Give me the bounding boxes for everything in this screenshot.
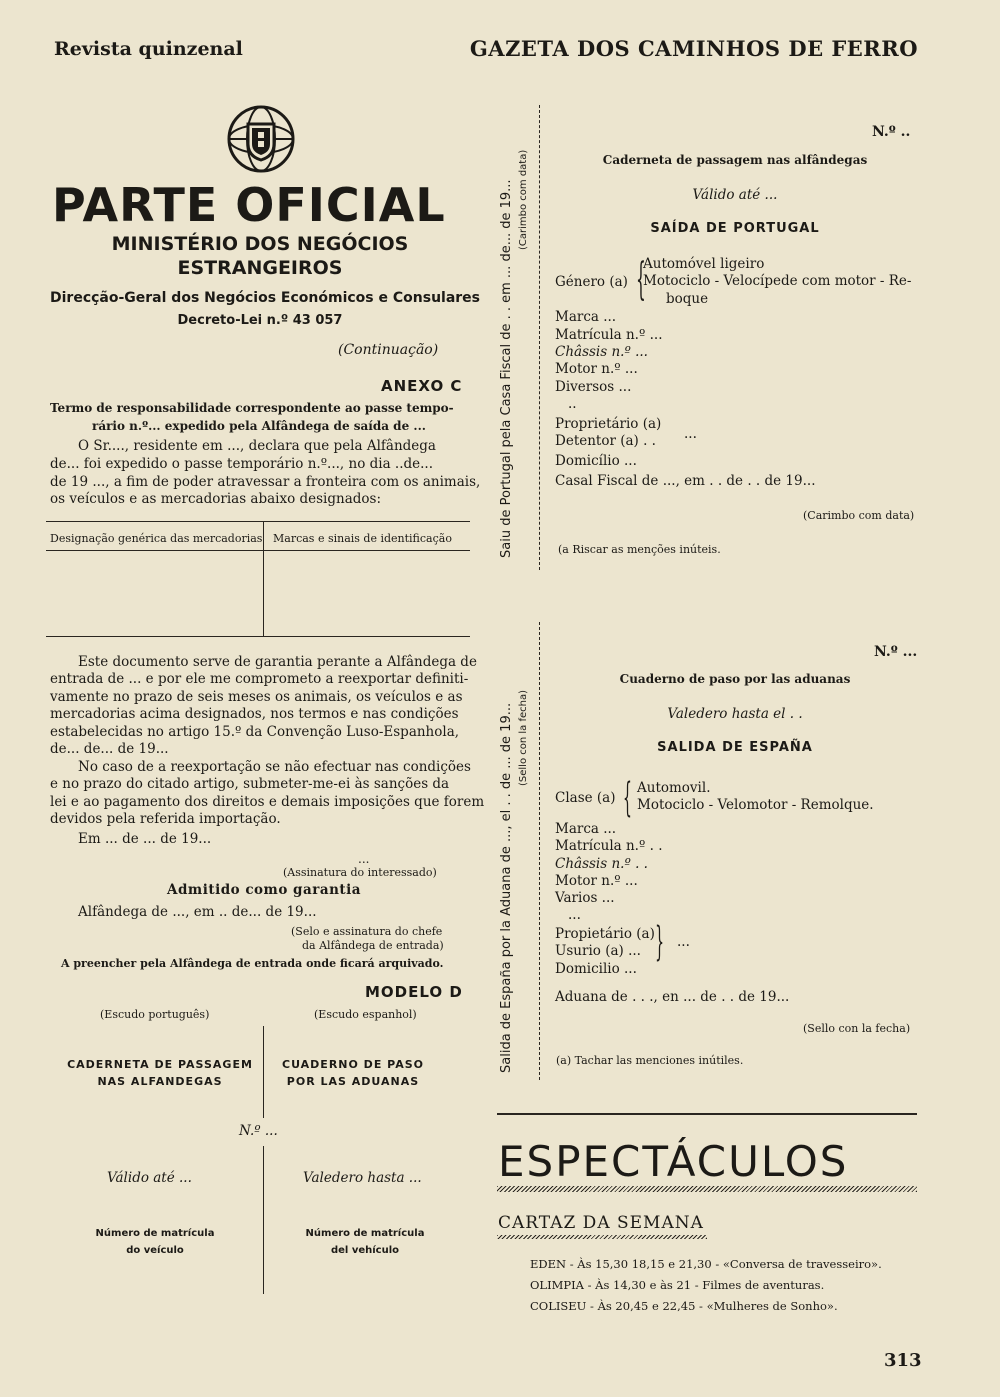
pt-motor: Motor n.º ... xyxy=(555,361,638,377)
pt-form-exit: SAÍDA DE PORTUGAL xyxy=(650,221,820,236)
term-title-1: Termo de responsabilidade correspondente ao passe tempo- xyxy=(50,401,454,415)
show-item xyxy=(530,1278,824,1292)
intro-1: O Sr...., residente em ..., declara que pela Alfândega xyxy=(78,438,436,454)
plate-pt-1: Número de matrícula xyxy=(95,1228,215,1239)
es-dots: ... xyxy=(568,907,581,923)
es-form-title: Cuaderno de paso por las aduanas xyxy=(619,672,851,686)
alfandega-line: Alfândega de ..., em .. de... de 19... xyxy=(78,904,317,920)
es-domicilio: Domicilio ... xyxy=(555,961,637,977)
booklet-fold-top xyxy=(263,1026,264,1118)
seal-caption-2: da Alfândega de entrada) xyxy=(302,939,444,952)
pt-brace: { xyxy=(636,254,646,305)
pt-chassis: Châssis n.º ... xyxy=(555,344,648,360)
es-aduana: Aduana de . . ., en ... de . . de 19... xyxy=(555,989,790,1005)
continuation: (Continuação) xyxy=(338,342,439,358)
es-form-side-stamp: (Sello con la fecha) xyxy=(518,689,529,786)
term-title-2: rário n.º... expedido pela Alfândega de saída de ... xyxy=(92,419,426,433)
es-form-cut-line xyxy=(539,622,540,1080)
body-1: Este documento serve de garantia perante a Alfândega de xyxy=(78,654,477,670)
show-venue: OLIMPIA xyxy=(530,1278,584,1292)
show-text: - Às 14,30 e às 21 - Filmes de aventuras. xyxy=(583,1278,825,1292)
es-opt-1: Automovil. xyxy=(637,780,711,796)
plate-es-1: Número de matrícula xyxy=(305,1228,425,1239)
body-9: lei e ao pagamento dos direitos e demais imposições que forem xyxy=(50,794,485,810)
ministry-line-1: MINISTÉRIO DOS NEGÓCIOS xyxy=(111,233,409,255)
show-text: - Às 20,45 e 22,45 - «Mulheres de Sonho». xyxy=(586,1299,838,1313)
es-varios: Varios ... xyxy=(555,890,615,906)
shows-top-rule xyxy=(497,1113,917,1115)
es-stamp: (Sello con la fecha) xyxy=(803,1022,911,1035)
body-10: devidos pela referida importação. xyxy=(50,811,281,827)
shows-title-hatch xyxy=(497,1186,917,1192)
es-matricula: Matrícula n.º . . xyxy=(555,838,663,854)
es-usurio: Usurio (a) ... xyxy=(555,943,641,959)
pt-note: (a Riscar as menções inúteis. xyxy=(558,543,721,556)
intro-4: os veículos e as mercadorias abaixo designados: xyxy=(50,491,382,507)
pt-dots: .. xyxy=(568,396,577,412)
table-col-marks: Marcas e sinais de identificação xyxy=(273,532,452,545)
table-header-rule xyxy=(46,550,470,551)
pt-proprietario: Proprietário (a) xyxy=(555,416,662,432)
annex-label: ANEXO C xyxy=(381,377,463,395)
es-form-side-text: Salida de España por la Aduana de ..., el . . de ... de 19... xyxy=(499,702,514,1073)
shield-pt-label: (Escudo português) xyxy=(100,1008,210,1021)
pt-diversos: Diversos ... xyxy=(555,379,632,395)
table-bottom-rule xyxy=(46,636,470,637)
es-form-exit: SALIDA DE ESPAÑA xyxy=(657,740,813,755)
table-col-goods: Designação genérica das mercadorias xyxy=(50,532,263,545)
shows-subtitle: CARTAZ DA SEMANA xyxy=(498,1213,704,1233)
intro-2: de... foi expedido o passe temporário n.º..., no dia ..de... xyxy=(50,456,433,472)
pt-owner-dots: ... xyxy=(684,426,697,442)
header-left: Revista quinzenal xyxy=(54,38,243,60)
pt-form-title: Caderneta de passagem nas alfândegas xyxy=(602,153,868,167)
caderneta-title-1: CADERNETA DE PASSAGEM xyxy=(67,1058,253,1071)
admitted-heading: Admitido como garantia xyxy=(167,882,362,898)
body-8: e no prazo do citado artigo, submeter-me-ei às sanções da xyxy=(50,776,450,792)
signature-caption: (Assinatura do interessado) xyxy=(283,866,437,879)
es-chassis: Châssis n.º . . xyxy=(555,856,648,872)
seal-caption-1: (Selo e assinatura do chefe xyxy=(291,925,443,938)
es-form-valid: Valedero hasta el . . xyxy=(667,706,803,722)
show-venue: COLISEU xyxy=(530,1299,587,1313)
body-3: vamente no prazo de seis meses os animais, os veículos e as xyxy=(50,689,463,705)
model-label: MODELO D xyxy=(365,983,463,1001)
caderneta-title-2: NAS ALFANDEGAS xyxy=(97,1075,223,1088)
pt-opt-3: boque xyxy=(666,291,709,307)
pt-form-valid: Válido até ... xyxy=(692,187,778,203)
es-marca: Marca ... xyxy=(555,821,617,837)
booklet-number: N.º ... xyxy=(239,1123,278,1139)
body-11: Em ... de ... de 19... xyxy=(78,831,212,847)
body-5: estabelecidas no artigo 15.º da Convenção Luso-Espanhola, xyxy=(50,724,460,740)
shield-es-label: (Escudo espanhol) xyxy=(314,1008,417,1021)
pt-form-cut-line xyxy=(539,105,540,570)
decree-line: Decreto-Lei n.º 43 057 xyxy=(177,313,343,328)
es-owner-brace: { xyxy=(655,919,664,965)
pt-form-number: N.º .. xyxy=(872,124,911,140)
plate-pt-2: do veículo xyxy=(126,1245,184,1256)
pt-marca: Marca ... xyxy=(555,309,617,325)
es-brace: { xyxy=(623,775,632,821)
booklet-fold-bottom xyxy=(263,1146,264,1294)
cuaderno-title-1: CUADERNO DE PASO xyxy=(282,1058,424,1071)
es-motor: Motor n.º ... xyxy=(555,873,638,889)
header-right: GAZETA DOS CAMINHOS DE FERRO xyxy=(469,36,918,61)
show-item xyxy=(530,1299,838,1313)
es-proprietario: Propietário (a) xyxy=(555,926,655,942)
intro-3: de 19 ..., a fim de poder atravessar a fronteira com os animais, xyxy=(50,474,481,490)
coat-of-arms-emblem xyxy=(226,104,296,174)
valid-pt: Válido até ... xyxy=(107,1170,192,1186)
valid-es: Valedero hasta ... xyxy=(303,1170,422,1186)
body-6: de... de... de 19... xyxy=(50,741,169,757)
signature-dots: ... xyxy=(358,852,370,866)
pt-stamp: (Carimbo com data) xyxy=(803,509,915,522)
es-form-number: N.º ... xyxy=(874,644,918,660)
plate-es-2: del vehículo xyxy=(330,1245,400,1256)
es-opt-2: Motociclo - Velomotor - Remolque. xyxy=(637,797,874,813)
es-owner-dots: ... xyxy=(677,934,690,950)
direction-line: Direcção-Geral dos Negócios Económicos e Consulares xyxy=(50,290,481,306)
page-number: 313 xyxy=(884,1350,922,1371)
pt-opt-1: Automóvel ligeiro xyxy=(643,256,765,272)
table-divider xyxy=(263,522,264,636)
es-clase: Clase (a) xyxy=(555,790,616,806)
body-2: entrada de ... e por ele me comprometo a reexportar definiti- xyxy=(50,671,469,687)
body-7: No caso de a reexportação se não efectuar nas condições xyxy=(78,759,471,775)
pt-opt-2: Motociclo - Velocípede com motor - Re- xyxy=(643,273,912,289)
ministry-line-2: ESTRANGEIROS xyxy=(177,257,343,279)
fill-note: A preencher pela Alfândega de entrada onde ficará arquivado. xyxy=(61,957,444,970)
table-top-rule xyxy=(46,521,470,522)
pt-form-side-stamp: (Carimbo com data) xyxy=(518,149,529,250)
shows-title: ESPECTÁCULOS xyxy=(498,1137,849,1186)
cuaderno-title-2: POR LAS ADUANAS xyxy=(286,1075,420,1088)
es-note: (a) Tachar las menciones inútiles. xyxy=(556,1054,744,1067)
pt-detentor: Detentor (a) . . xyxy=(555,433,656,449)
body-4: mercadorias acima designados, nos termos e nas condições xyxy=(50,706,459,722)
pt-matricula: Matrícula n.º ... xyxy=(555,327,663,343)
page-title: PARTE OFICIAL xyxy=(52,178,446,232)
shows-subtitle-hatch xyxy=(497,1235,707,1239)
show-item xyxy=(530,1257,882,1271)
pt-casal: Casal Fiscal de ..., em . . de . . de 19... xyxy=(555,473,816,489)
pt-form-side-text: Saiu de Portugal pela Casa Fiscal de . . em ... de... de 19... xyxy=(499,179,514,558)
show-text: - Às 15,30 18,15 e 21,30 - «Conversa de travesseiro». xyxy=(566,1257,882,1271)
show-venue: EDEN xyxy=(530,1257,567,1271)
pt-domicilio: Domicílio ... xyxy=(555,453,637,469)
pt-genero: Género (a) xyxy=(555,274,628,290)
